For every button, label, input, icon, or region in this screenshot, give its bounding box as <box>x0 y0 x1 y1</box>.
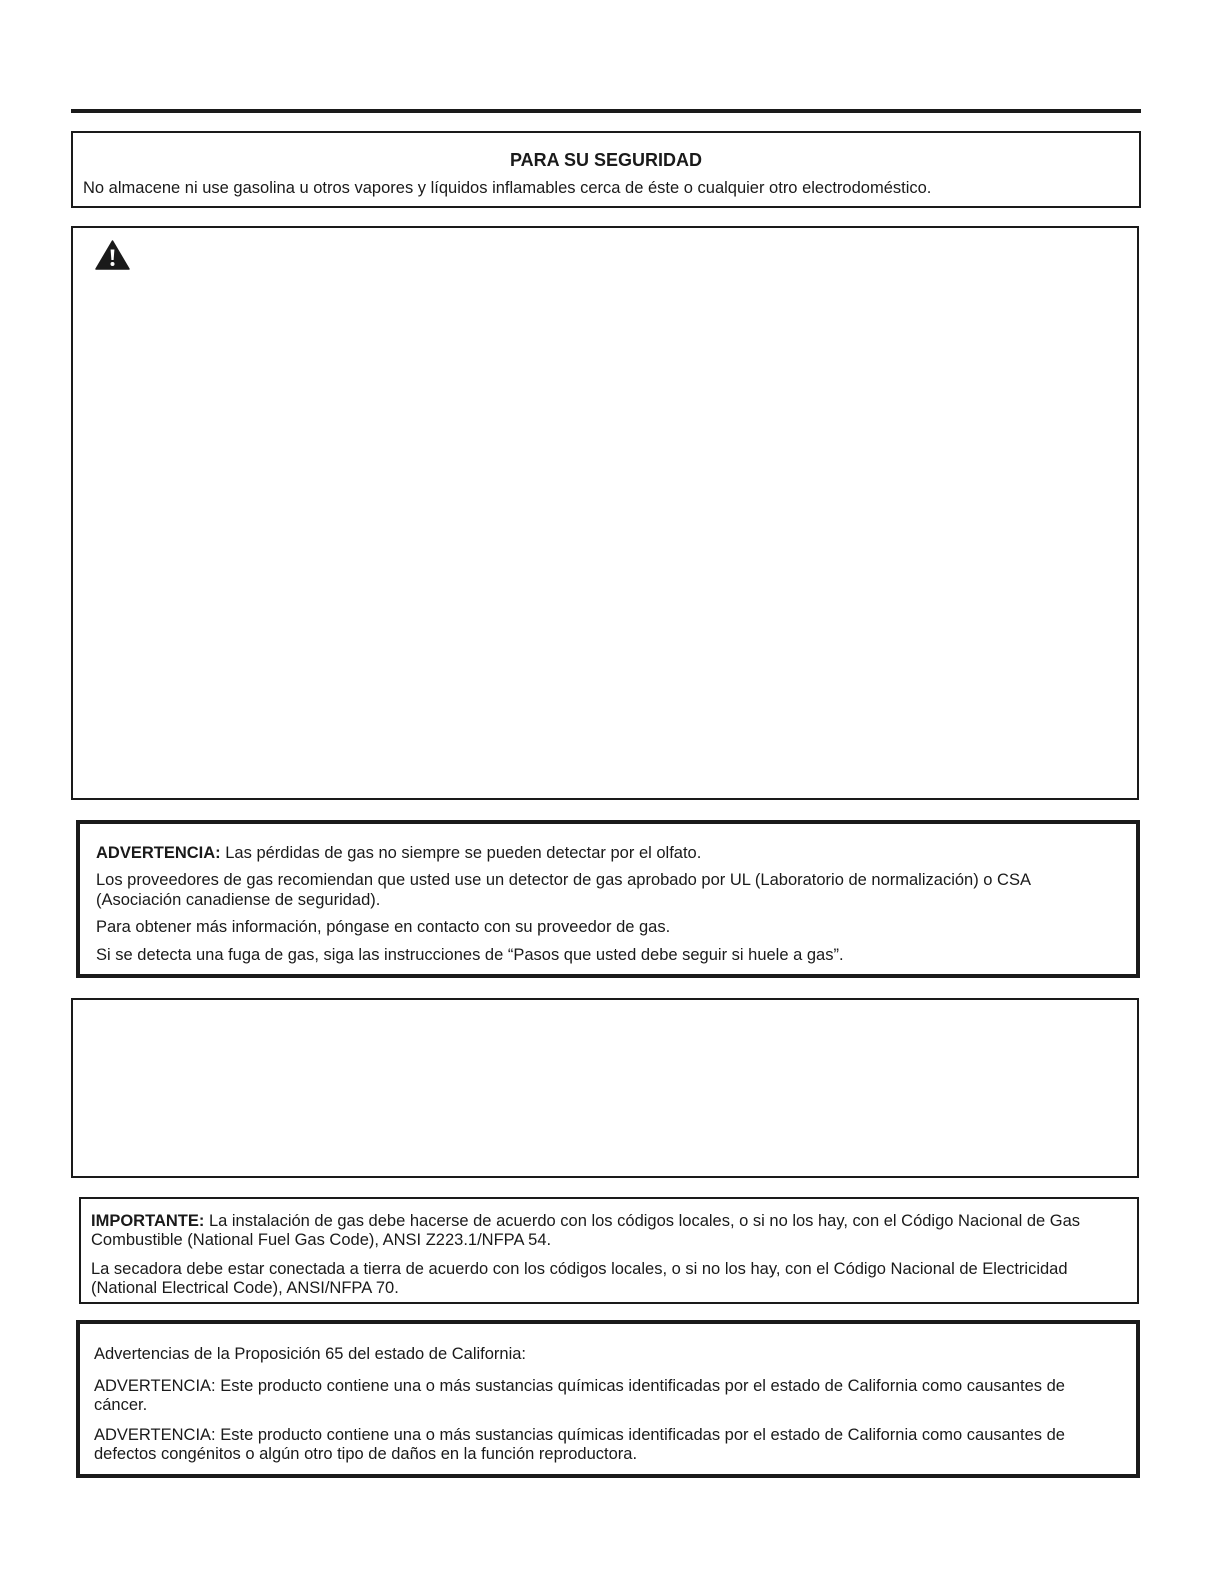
warning-box <box>71 226 1139 800</box>
prop65-reproductive-warning: ADVERTENCIA: Este producto contiene una o más sustancias químicas identificadas por el estado de California como causantes de defectos congénitos o algún otro tipo de daños en la función reproductora. <box>94 1426 1065 1463</box>
important-label: IMPORTANTE: <box>91 1212 205 1230</box>
important-line-2: La secadora debe estar conectada a tierra de acuerdo con los códigos locales, o si no los hay, con el Código Nacional de Electricidad (National Electrical Code), ANSI/NFPA 70. <box>91 1260 1068 1297</box>
important-notice-box <box>79 1197 1139 1304</box>
empty-notice-box <box>71 998 1139 1178</box>
prop65-warning-box <box>76 1320 1140 1478</box>
gas-warning-line-3: Para obtener más información, póngase en contacto con su proveedor de gas. <box>96 918 671 936</box>
safety-notice-box <box>71 131 1141 208</box>
prop65-heading: Advertencias de la Proposición 65 del estado de California: <box>94 1345 527 1363</box>
gas-warning-label: ADVERTENCIA: <box>96 844 221 862</box>
safety-text: No almacene ni use gasolina u otros vapores y líquidos inflamables cerca de éste o cualquier otro electrodoméstico. <box>83 179 932 197</box>
gas-warning-line-1: ADVERTENCIA: Las pérdidas de gas no siempre se pueden detectar por el olfato. <box>96 844 702 862</box>
warning-triangle-icon <box>95 240 130 270</box>
gas-warning-line-4: Si se detecta una fuga de gas, siga las instrucciones de “Pasos que usted debe seguir si huele a gas”. <box>96 946 844 964</box>
important-line-1: IMPORTANTE: La instalación de gas debe hacerse de acuerdo con los códigos locales, o si no los hay, con el Código Nacional de Gas Combustible (National Fuel Gas Code), ANSI Z223.1/NFPA 54. <box>91 1212 1081 1249</box>
prop65-cancer-warning: ADVERTENCIA: Este producto contiene una o más sustancias químicas identificadas por el estado de California como causantes de cáncer. <box>94 1377 1065 1414</box>
gas-warning-line-2: Los proveedores de gas recomiendan que usted use un detector de gas aprobado por UL (Laboratorio de normalización) o CSA (Asociación canadiense de seguridad). <box>96 871 1031 909</box>
safety-title: PARA SU SEGURIDAD <box>509 150 702 170</box>
gas-leak-warning-box <box>76 820 1140 978</box>
top-rule <box>71 109 1141 113</box>
